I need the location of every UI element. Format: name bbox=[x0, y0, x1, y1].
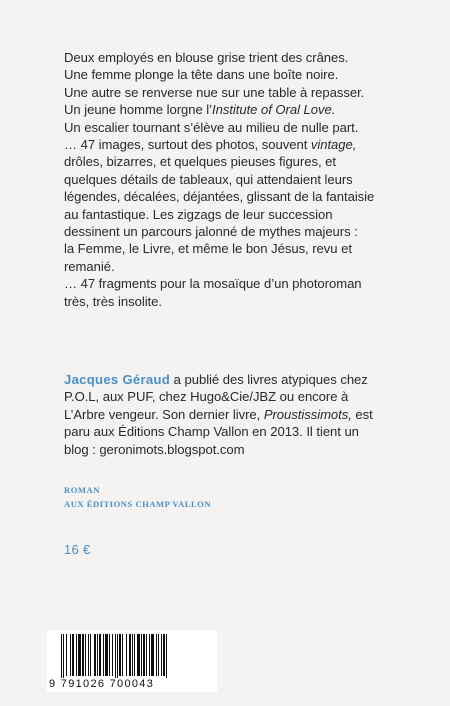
blurb-line: dessinent un parcours jalonné de mythes majeurs : bbox=[64, 224, 358, 240]
price-label: 16 € bbox=[64, 542, 91, 557]
blurb-text-segment: Un jeune homme lorgne l’ bbox=[64, 102, 213, 118]
blurb-line: Une autre se renverse nue sur une table à repasser. bbox=[64, 84, 365, 100]
blurb-line: la Femme, le Livre, et même le bon Jésus, revu et bbox=[64, 241, 352, 257]
barcode-bar bbox=[158, 634, 159, 676]
blurb-line: Un escalier tournant s’élève au milieu de nulle part. bbox=[64, 119, 359, 135]
barcode-bar bbox=[137, 634, 140, 676]
barcode-bar bbox=[141, 634, 142, 676]
barcode-bar bbox=[146, 634, 147, 676]
latest-book-title: Proustissimots, bbox=[263, 406, 352, 422]
blurb-line: très, très insolite. bbox=[64, 293, 162, 309]
barcode-bar bbox=[103, 634, 104, 676]
barcode-bar bbox=[115, 634, 116, 678]
bio-line bbox=[64, 406, 404, 423]
isbn-number: 9 791026 700043 bbox=[49, 678, 155, 690]
barcode-bar bbox=[112, 634, 113, 676]
barcode-bars bbox=[47, 630, 217, 678]
blurb-text-segment: … 47 images, surtout des photos, souvent bbox=[64, 137, 311, 153]
blurb-line: drôles, bizarres, et quelques pieuses figures, et bbox=[64, 154, 336, 170]
barcode-bar bbox=[163, 634, 165, 676]
barcode-bar bbox=[122, 634, 123, 676]
author-name: Jacques Géraud bbox=[64, 372, 171, 387]
blurb-line: … 47 fragments pour la mosaïque d’un photoroman bbox=[64, 276, 362, 292]
barcode-bar bbox=[151, 634, 154, 676]
barcode-bar bbox=[119, 634, 121, 676]
bio-text-segment: est bbox=[351, 406, 373, 422]
barcode-bar bbox=[63, 634, 64, 678]
barcode-bar bbox=[94, 634, 96, 676]
blurb-line: légendes, décalées, déjantées, glissant de la fantaisie bbox=[64, 189, 375, 205]
barcode-bar bbox=[126, 634, 127, 676]
barcode-bar bbox=[129, 634, 131, 676]
bio-line: paru aux Éditions Champ Vallon en 2013. Il tient un bbox=[64, 424, 359, 440]
bio-text-segment: a publié des livres atypiques chez bbox=[170, 372, 368, 387]
barcode-bar bbox=[78, 634, 81, 676]
bio-line: blog : geronimots.blogspot.com bbox=[64, 441, 245, 457]
barcode-bar bbox=[143, 634, 145, 676]
barcode-bar bbox=[90, 634, 91, 676]
barcode-bar bbox=[105, 634, 108, 676]
barcode-bar bbox=[166, 634, 167, 678]
barcode-bar bbox=[97, 634, 98, 676]
barcode-bar bbox=[117, 634, 118, 678]
blurb-line: quelques détails de tableaux, qui attendaient leurs bbox=[64, 171, 353, 187]
barcode-bar bbox=[156, 634, 157, 676]
barcode-bar bbox=[132, 634, 133, 676]
barcode-bar bbox=[134, 634, 135, 676]
barcode-bar bbox=[61, 634, 62, 678]
blurb-line: Une femme plonge la tête dans une boîte noire. bbox=[64, 67, 339, 83]
publisher-label: AUX ÉDITIONS CHAMP VALLON bbox=[64, 499, 212, 509]
genre-label: ROMAN bbox=[64, 485, 100, 495]
blurb-title-italic: Institute of Oral Love. bbox=[212, 102, 336, 118]
barcode-icon bbox=[47, 630, 217, 692]
blurb-line: remanié. bbox=[64, 258, 115, 274]
barcode-bar bbox=[76, 634, 77, 676]
barcode-bar bbox=[72, 634, 74, 676]
barcode-bar bbox=[66, 634, 67, 676]
barcode-bar bbox=[99, 634, 101, 676]
barcode-bar bbox=[88, 634, 89, 676]
bio-line: P.O.L, aux PUF, chez Hugo&Cie/JBZ ou encore à bbox=[64, 389, 349, 405]
barcode-bar bbox=[85, 634, 86, 676]
bio-line bbox=[64, 371, 404, 388]
barcode-bar bbox=[149, 634, 150, 676]
blurb-line: Deux employés en blouse grise trient des crânes. bbox=[64, 50, 349, 65]
barcode-bar bbox=[161, 634, 162, 676]
blurb-word-italic: vintage, bbox=[310, 137, 357, 153]
barcode-bar bbox=[70, 634, 71, 676]
blurb-line bbox=[64, 136, 404, 153]
blurb-line bbox=[64, 101, 404, 118]
blurb-text bbox=[64, 49, 404, 310]
author-bio bbox=[64, 371, 404, 458]
barcode-bar bbox=[82, 634, 84, 676]
bio-text-segment: L’Arbre vengeur. Son dernier livre, bbox=[64, 406, 264, 422]
barcode-bar bbox=[109, 634, 110, 676]
blurb-line: au fantastique. Les zigzags de leur succession bbox=[64, 206, 333, 222]
